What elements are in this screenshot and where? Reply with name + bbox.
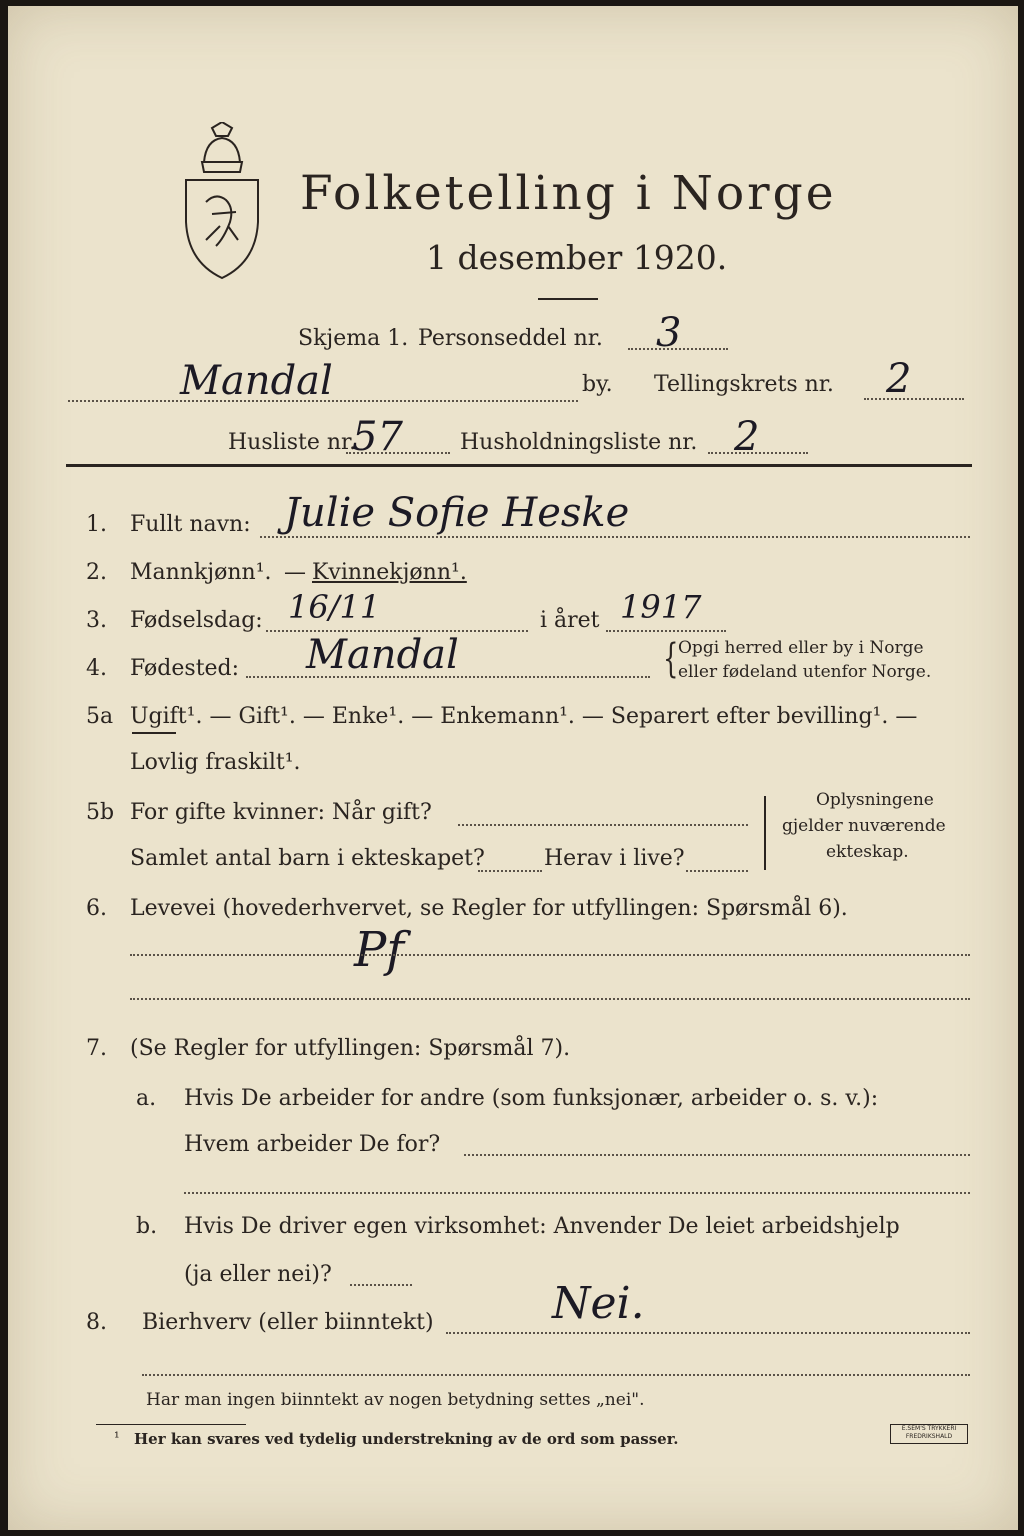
q7a-letter: a. bbox=[136, 1086, 157, 1111]
side-income-value: Nei. bbox=[552, 1278, 645, 1329]
printer-stamp bbox=[890, 1424, 968, 1444]
birthplace-field[interactable] bbox=[246, 676, 650, 678]
q5b-note-line3: ekteskap. bbox=[826, 842, 909, 862]
q8-number: 8. bbox=[86, 1310, 107, 1335]
q4-note-line2: eller fødeland utenfor Norge. bbox=[678, 662, 932, 682]
q7a-line1: Hvis De arbeider for andre (som funksjonær, arbeider o. s. v.): bbox=[184, 1086, 879, 1111]
side-income-field-2[interactable] bbox=[142, 1374, 970, 1376]
q7a-line2: Hvem arbeider De for? bbox=[184, 1132, 441, 1157]
schema-label: Skjema 1. bbox=[298, 326, 409, 351]
title-divider bbox=[538, 298, 598, 300]
ugift-underline bbox=[132, 732, 176, 734]
census-form-page bbox=[8, 6, 1018, 1530]
by-label: by. bbox=[582, 372, 613, 397]
form-title: Folketelling i Norge bbox=[300, 166, 837, 221]
tellingskrets-label: Tellingskrets nr. bbox=[654, 372, 834, 397]
q3-label: Fødselsdag: bbox=[130, 608, 263, 633]
personseddel-label: Personseddel nr. bbox=[418, 326, 603, 351]
q7b-line2: (ja eller nei)? bbox=[184, 1262, 332, 1287]
q7-label: (Se Regler for utfyllingen: Spørsmål 7). bbox=[130, 1036, 571, 1061]
q7-number: 7. bbox=[86, 1036, 107, 1061]
q4-label: Fødested: bbox=[130, 656, 240, 681]
husholdning-label: Husholdningsliste nr. bbox=[460, 430, 698, 455]
birthplace-value: Mandal bbox=[306, 632, 459, 678]
printer-stamp-text: E.SEM'S TRYKKERI FREDRIKSHALD bbox=[901, 1425, 957, 1440]
full-name-value: Julie Sofie Heske bbox=[284, 490, 630, 536]
q7b-line1: Hvis De driver egen virksomhet: Anvender De leiet arbeidshjelp bbox=[184, 1214, 900, 1239]
personseddel-value: 3 bbox=[656, 310, 682, 356]
q5a-number: 5a bbox=[86, 704, 114, 729]
gender-female-option[interactable]: Kvinnekjønn¹. bbox=[312, 560, 467, 585]
q1-label: Fullt navn: bbox=[130, 512, 251, 537]
q3-number: 3. bbox=[86, 608, 107, 633]
full-name-field[interactable] bbox=[260, 536, 970, 538]
husliste-field[interactable] bbox=[346, 452, 450, 454]
norwegian-coat-of-arms-icon bbox=[176, 122, 268, 282]
birth-year-value: 1917 bbox=[620, 588, 702, 626]
married-date-field[interactable] bbox=[458, 824, 748, 826]
occupation-field-2[interactable] bbox=[130, 998, 970, 1000]
children-alive-field[interactable] bbox=[686, 870, 748, 872]
husholdning-value: 2 bbox=[734, 414, 760, 460]
employer-field-1[interactable] bbox=[464, 1154, 970, 1156]
q5b-married-label: For gifte kvinner: Når gift? bbox=[130, 800, 432, 825]
footnote-text: Her kan svares ved tydelig understrekning av de ord som passer. bbox=[134, 1430, 679, 1448]
employer-field-2[interactable] bbox=[184, 1192, 970, 1194]
brace-icon: { bbox=[663, 636, 679, 682]
q7b-letter: b. bbox=[136, 1214, 158, 1239]
q1-number: 1. bbox=[86, 512, 107, 537]
marital-status-options[interactable]: Ugift¹. — Gift¹. — Enke¹. — Enkemann¹. — Separert efter bevilling¹. — bbox=[130, 704, 918, 729]
year-label: i året bbox=[540, 608, 600, 633]
q5b-note-line1: Oplysningene bbox=[816, 790, 934, 810]
footer-note: Har man ingen biinntekt av nogen betydning settes „nei". bbox=[146, 1390, 645, 1410]
q5b-children-label: Samlet antal barn i ekteskapet? bbox=[130, 846, 485, 871]
q6-label: Levevei (hovederhvervet, se Regler for utfyllingen: Spørsmål 6). bbox=[130, 896, 848, 921]
q8-label: Bierhverv (eller biinntekt) bbox=[142, 1310, 434, 1335]
husliste-value: 57 bbox=[352, 414, 403, 460]
q4-note-line1: Opgi herred eller by i Norge bbox=[678, 638, 924, 658]
marital-status-options-2[interactable]: Lovlig fraskilt¹. bbox=[130, 750, 301, 775]
footnote-rule bbox=[96, 1424, 246, 1425]
husliste-label: Husliste nr. bbox=[228, 430, 357, 455]
gender-male-option[interactable]: Mannkjønn¹. bbox=[130, 560, 272, 585]
q4-number: 4. bbox=[86, 656, 107, 681]
footnote-mark: ¹ bbox=[114, 1430, 120, 1446]
q5b-note-line2: gjelder nuværende bbox=[782, 816, 946, 836]
birth-year-field[interactable] bbox=[606, 630, 726, 632]
side-income-field-1[interactable] bbox=[446, 1332, 970, 1334]
tellingskrets-field[interactable] bbox=[864, 398, 964, 400]
census-date: 1 desember 1920. bbox=[426, 238, 728, 277]
tellingskrets-value: 2 bbox=[886, 356, 912, 402]
birthday-value: 16/11 bbox=[288, 588, 381, 626]
q6-number: 6. bbox=[86, 896, 107, 921]
children-count-field[interactable] bbox=[478, 870, 542, 872]
header-divider bbox=[66, 464, 972, 467]
q5b-alive-label: Herav i live? bbox=[544, 846, 685, 871]
husholdning-field[interactable] bbox=[708, 452, 808, 454]
q5b-bracket bbox=[764, 796, 766, 870]
occupation-value: Pf bbox=[354, 922, 405, 978]
city-value: Mandal bbox=[180, 358, 333, 404]
personseddel-field[interactable] bbox=[628, 348, 728, 350]
q2-number: 2. bbox=[86, 560, 107, 585]
gender-separator: — bbox=[284, 560, 306, 585]
q5b-number: 5b bbox=[86, 800, 115, 825]
city-field[interactable] bbox=[68, 400, 578, 402]
hired-help-field[interactable] bbox=[350, 1284, 412, 1286]
occupation-field-1[interactable] bbox=[130, 954, 970, 956]
